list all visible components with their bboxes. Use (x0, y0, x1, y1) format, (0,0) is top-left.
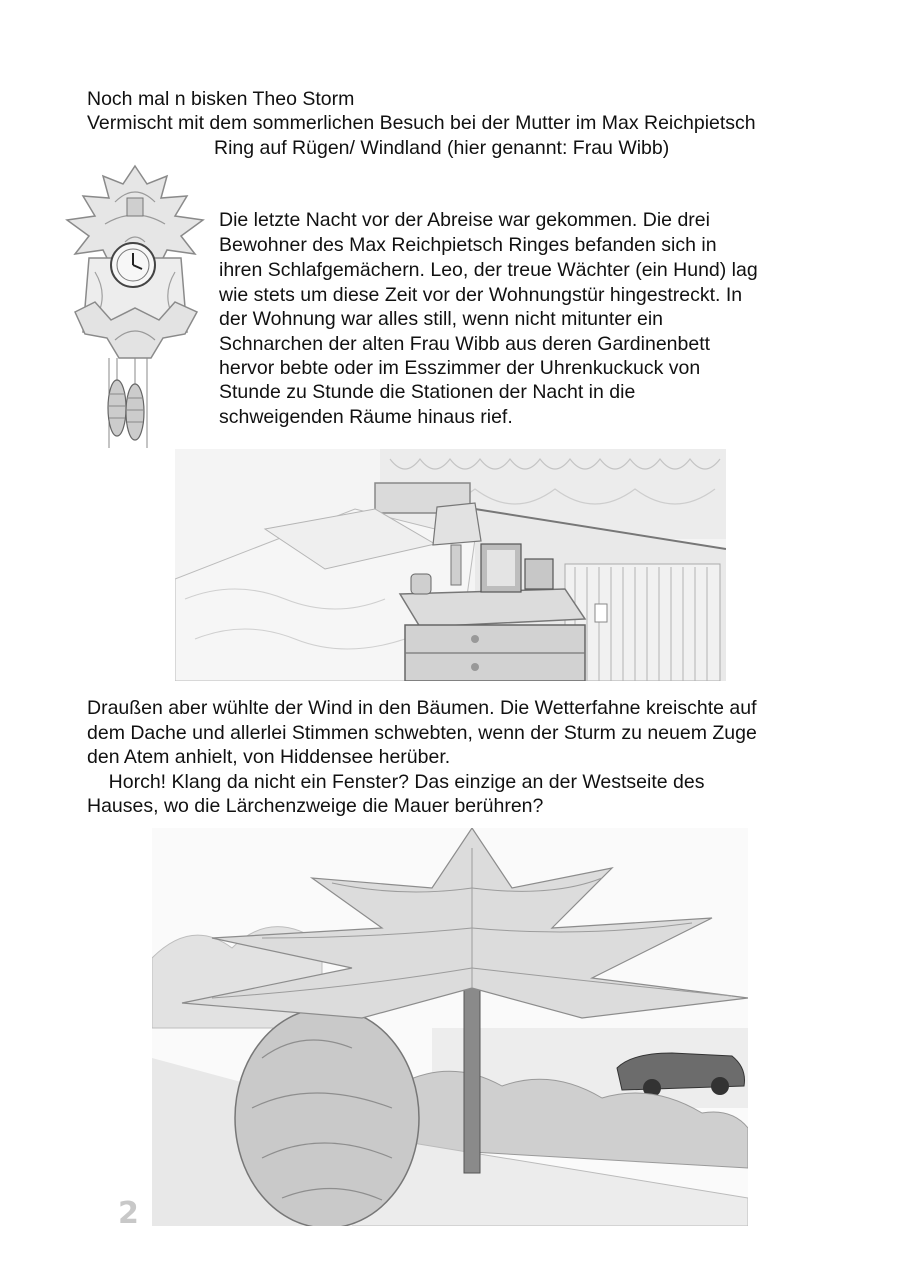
paragraph2-line-2: dem Dache und allerlei Stimmen schwebten, wenn der Sturm zu neuem Zuge (87, 722, 757, 744)
heading-line-3: Ring auf Rügen/ Windland (hier genannt: Frau Wibb) (214, 137, 670, 159)
paragraph1-line-9: schweigenden Räume hinaus rief. (219, 406, 513, 428)
page-number: 2 (118, 1196, 139, 1231)
paragraph1-line-4: wie stets um diese Zeit vor der Wohnungstür hingestreckt. In (219, 284, 743, 306)
bedroom-photo (175, 449, 726, 681)
garden-photo (152, 828, 748, 1226)
paragraph1-line-6: Schnarchen der alten Frau Wibb aus deren Gardinenbett (219, 333, 711, 355)
paragraph2-line-4: Horch! Klang da nicht ein Fenster? Das einzige an der Westseite des (87, 771, 705, 793)
paragraph1-line-8: Stunde zu Stunde die Stationen der Nacht in die (219, 381, 636, 403)
paragraph2-line-1: Draußen aber wühlte der Wind in den Bäumen. Die Wetterfahne kreischte auf (87, 697, 757, 719)
paragraph2-line-3: den Atem anhielt, von Hiddensee herüber. (87, 746, 451, 768)
paragraph1-line-7: hervor bebte oder im Esszimmer der Uhrenkuckuck von (219, 357, 701, 379)
paragraph1-line-5: der Wohnung war alles still, wenn nicht mitunter ein (219, 308, 664, 330)
paragraph1-line-3: ihren Schlafgemächern. Leo, der treue Wächter (ein Hund) lag (219, 259, 758, 281)
paragraph1-line-1: Die letzte Nacht vor der Abreise war gekommen. Die drei (219, 209, 710, 231)
paragraph2-line-5: Hauses, wo die Lärchenzweige die Mauer berühren? (87, 795, 544, 817)
paragraph1-line-2: Bewohner des Max Reichpietsch Ringes befanden sich in (219, 234, 717, 256)
cuckoo-clock-image (55, 162, 215, 452)
heading-line-1: Noch mal n bisken Theo Storm (87, 88, 355, 110)
heading-line-2: Vermischt mit dem sommerlichen Besuch bei der Mutter im Max Reichpietsch (87, 112, 756, 134)
